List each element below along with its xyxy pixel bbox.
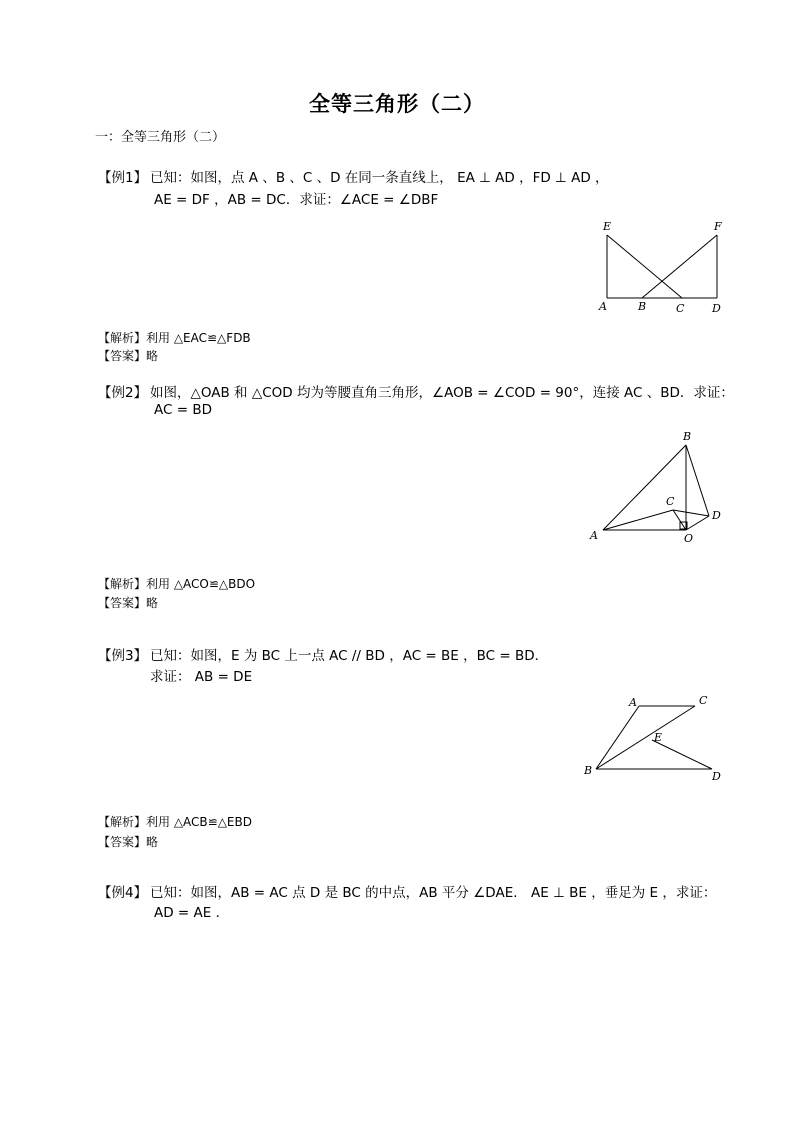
example-2-line2: AC = BD <box>154 402 212 418</box>
label-f: F <box>714 220 722 233</box>
example-3-figure <box>578 690 728 785</box>
segment-bd <box>686 445 709 516</box>
example-3-line2: 求证： AB = DE <box>150 669 253 685</box>
page-title: 全等三角形（二） <box>309 92 485 116</box>
label-e: E <box>654 731 663 744</box>
label-d: D <box>712 302 721 315</box>
label-c: C <box>699 694 708 707</box>
example-1-figure <box>590 218 730 318</box>
example-1-analysis: 【解析】利用 △EAC≌△FDB <box>98 331 251 345</box>
label-b: B <box>584 764 593 777</box>
example-3-analysis: 【解析】利用 △ACB≌△EBD <box>98 815 252 829</box>
segment-cb <box>596 706 695 769</box>
example-2-tag: 【例2】 <box>98 385 148 401</box>
example-4-tag: 【例4】 <box>98 885 148 901</box>
label-e: E <box>603 220 612 233</box>
label-a: A <box>599 300 607 313</box>
section-heading: 一：全等三角形（二） <box>95 130 226 145</box>
segment-ec <box>607 235 682 298</box>
example-3-tag: 【例3】 <box>98 648 148 664</box>
segment-od <box>686 516 709 530</box>
segment-ac <box>603 510 673 530</box>
example-4-line2: AD = AE ． <box>154 905 230 921</box>
example-1-answer: 【答案】略 <box>98 349 159 363</box>
example-1-line1: 已知：如图，点 A 、B 、C 、D 在同一条直线上， EA ⊥ AD ，FD ⊥ AD ， <box>150 170 609 186</box>
label-c: C <box>676 302 685 315</box>
segment-bf <box>642 235 717 298</box>
example-3-line1: 已知：如图，E 为 BC 上一点 AC // BD ，AC = BE ，BC = BD． <box>150 648 549 664</box>
label-b: B <box>638 300 647 313</box>
example-1-line2: AE = DF ，AB = DC．求证：∠ACE = ∠DBF <box>154 192 439 208</box>
example-3-answer: 【答案】略 <box>98 835 159 849</box>
label-a: A <box>590 529 598 542</box>
segment-cd <box>673 510 709 516</box>
example-2-line1: 如图，△OAB 和 △COD 均为等腰直角三角形，∠AOB = ∠COD = 90°，连接 AC 、BD．求证： <box>150 385 734 401</box>
label-a: A <box>629 696 637 709</box>
segment-ed <box>652 740 712 769</box>
segment-ab <box>603 445 686 530</box>
example-4-line1: 已知：如图，AB = AC 点 D 是 BC 的中点，AB 平分 ∠DAE． AE ⊥ BE ，垂足为 E ，求证： <box>150 885 717 901</box>
segment-ab <box>596 706 639 769</box>
example-2-answer: 【答案】略 <box>98 596 159 610</box>
label-o: O <box>684 532 694 545</box>
label-d: D <box>712 509 721 522</box>
label-d: D <box>712 770 721 783</box>
label-c: C <box>666 495 675 508</box>
example-2-figure <box>583 428 728 546</box>
example-1-tag: 【例1】 <box>98 170 148 186</box>
example-2-analysis: 【解析】利用 △ACO≌△BDO <box>98 577 256 591</box>
label-b: B <box>683 430 692 443</box>
